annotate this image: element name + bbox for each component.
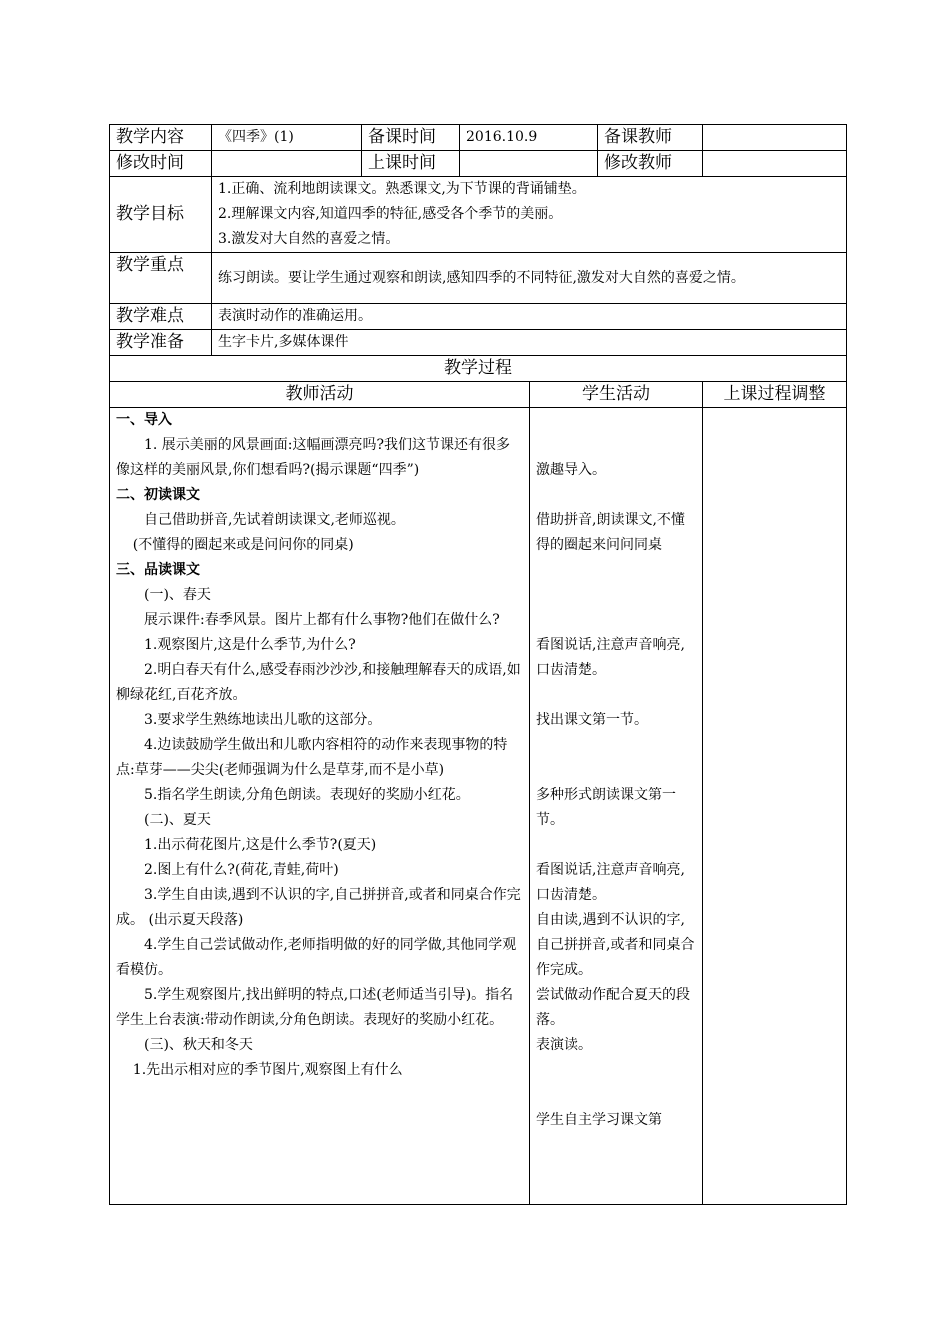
label-focus: 教学重点	[110, 253, 212, 304]
student-step: 多种形式朗读课文第一节。	[536, 787, 676, 828]
goals-list	[212, 177, 847, 253]
section-heading: 一、导入	[116, 412, 172, 428]
section-heading: 二、初读课文	[116, 487, 200, 503]
label-class-time: 上课时间	[362, 151, 460, 177]
student-step: 尝试做动作配合夏天的段落。	[536, 987, 690, 1028]
section-heading: 三、品读课文	[116, 562, 200, 578]
teacher-step: (不懂得的圈起来或是问问你的同桌)	[132, 537, 354, 553]
student-step: 激趣导入。	[536, 462, 606, 478]
label-revise-time: 修改时间	[110, 151, 212, 177]
teacher-step: 展示课件:春季风景。图片上都有什么事物?他们在做什么?	[144, 612, 500, 628]
student-step: 学生自主学习课文第	[536, 1112, 662, 1128]
process-title: 教学过程	[110, 356, 847, 382]
col-adjust-header: 上课过程调整	[703, 382, 847, 408]
teacher-step: 3.学生自由读,遇到不认识的字,自己拼拼音,或者和同桌合作完成。 (出示夏天段落)	[116, 887, 521, 928]
label-content: 教学内容	[110, 125, 212, 151]
teacher-step: 4.学生自己尝试做动作,老师指明做的好的同学做,其他同学观看模仿。	[116, 937, 517, 978]
teacher-step: 3.要求学生熟练地读出儿歌的这部分。	[144, 712, 382, 728]
col-student-header: 学生活动	[530, 382, 703, 408]
student-activities	[530, 408, 703, 1205]
value-prep-teacher	[703, 125, 847, 151]
teacher-step: 1.先出示相对应的季节图片,观察图上有什么	[132, 1062, 403, 1078]
label-prep-time: 备课时间	[362, 125, 460, 151]
student-step: 看图说话,注意声音响亮,口齿清楚。	[536, 637, 685, 678]
student-step: 自由读,遇到不认识的字,自己拼拼音,或者和同桌合作完成。	[536, 912, 695, 978]
col-teacher-header: 教师活动	[110, 382, 530, 408]
label-goals: 教学目标	[110, 177, 212, 253]
teacher-step: (一)、春天	[144, 587, 211, 603]
student-step: 表演读。	[536, 1037, 592, 1053]
goal-item: 1.正确、流利地朗读课文。熟悉课文,为下节课的背诵铺垫。	[218, 181, 586, 197]
label-prep-teacher: 备课教师	[598, 125, 703, 151]
lesson-plan-table	[109, 124, 847, 1205]
value-content: 《四季》(1)	[212, 125, 362, 151]
teacher-step: 5.指名学生朗读,分角色朗读。表现好的奖励小红花。	[144, 787, 470, 803]
label-preparation: 教学准备	[110, 330, 212, 356]
teacher-step: 1. 展示美丽的风景画面:这幅画漂亮吗?我们这节课还有很多像这样的美丽风景,你们想看吗?(揭示课题“四季”)	[116, 437, 511, 478]
teacher-step: 2.明白春天有什么,感受春雨沙沙沙,和接触理解春天的成语,如柳绿花红,百花齐放。	[116, 662, 521, 703]
teacher-step: 2.图上有什么?(荷花,青蛙,荷叶)	[144, 862, 339, 878]
teacher-step: 1.观察图片,这是什么季节,为什么?	[144, 637, 356, 653]
teacher-step: 4.边读鼓励学生做出和儿歌内容相符的动作来表现事物的特点:草芽——尖尖(老师强调为什么是草芽,而不是小草)	[116, 737, 508, 778]
teacher-activities	[110, 408, 530, 1205]
teacher-step: (二)、夏天	[144, 812, 211, 828]
teacher-step: 1.出示荷花图片,这是什么季节?(夏天)	[144, 837, 377, 853]
focus-text: 练习朗读。要让学生通过观察和朗读,感知四季的不同特征,激发对大自然的喜爱之情。	[212, 253, 847, 304]
teacher-step: 自己借助拼音,先试着朗读课文,老师巡视。	[144, 512, 405, 528]
value-revise-teacher	[703, 151, 847, 177]
value-class-time	[460, 151, 598, 177]
difficulty-text: 表演时动作的准确运用。	[212, 304, 847, 330]
teacher-step: (三)、秋天和冬天	[144, 1037, 253, 1053]
goal-item: 2.理解课文内容,知道四季的特征,感受各个季节的美丽。	[218, 206, 563, 222]
teacher-step: 5.学生观察图片,找出鲜明的特点,口述(老师适当引导)。指名学生上台表演:带动作朗读,分角色朗读。表现好的奖励小红花。	[116, 987, 514, 1028]
adjustment-cell	[703, 408, 847, 1205]
value-revise-time	[212, 151, 362, 177]
student-step: 借助拼音,朗读课文,不懂得的圈起来问问同桌	[536, 512, 685, 553]
label-difficulty: 教学难点	[110, 304, 212, 330]
label-revise-teacher: 修改教师	[598, 151, 703, 177]
preparation-text: 生字卡片,多媒体课件	[212, 330, 847, 356]
student-step: 看图说话,注意声音响亮,口齿清楚。	[536, 862, 685, 903]
student-step: 找出课文第一节。	[536, 712, 648, 728]
goal-item: 3.激发对大自然的喜爱之情。	[218, 231, 400, 247]
value-prep-time: 2016.10.9	[460, 125, 598, 151]
